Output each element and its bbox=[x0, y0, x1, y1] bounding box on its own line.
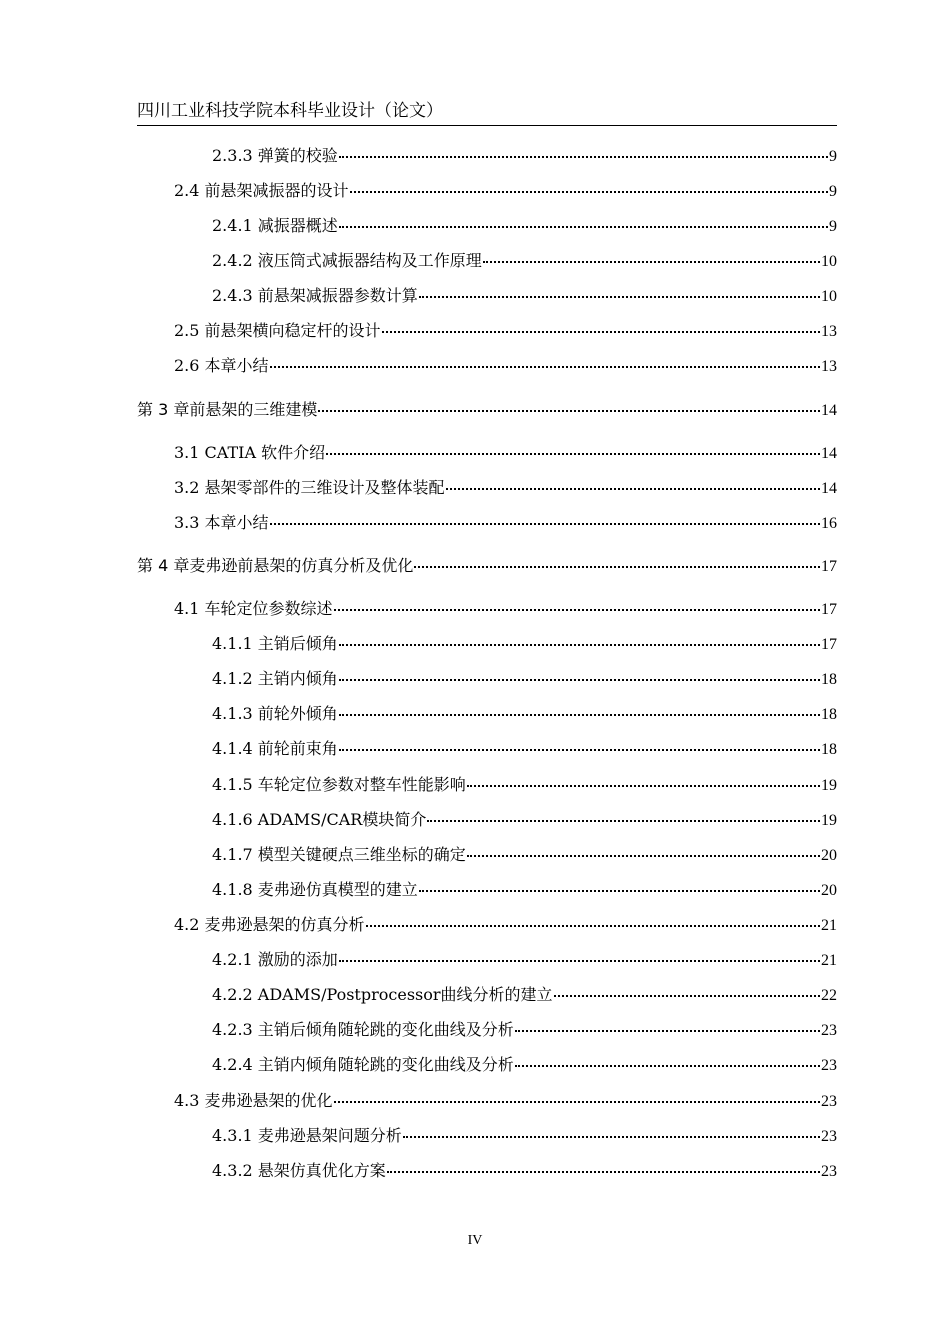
toc-entry-label: 4.1.5 车轮定位参数对整车性能影响 bbox=[212, 775, 466, 794]
toc-entry[interactable] bbox=[0, 1090, 837, 1113]
toc-leader-dots bbox=[446, 488, 820, 490]
toc-entry[interactable] bbox=[0, 809, 837, 832]
toc-entry[interactable] bbox=[0, 984, 837, 1007]
toc-leader-dots bbox=[419, 890, 820, 892]
toc-entry-page: 21 bbox=[821, 917, 837, 934]
toc-entry-label: 3.2 悬架零部件的三维设计及整体装配 bbox=[174, 478, 445, 497]
toc-entry-page: 18 bbox=[821, 741, 837, 758]
toc-entry[interactable] bbox=[0, 914, 837, 937]
toc-entry-page: 20 bbox=[821, 882, 837, 899]
toc-entry[interactable] bbox=[0, 512, 837, 535]
toc-entry-label: 3.3 本章小结 bbox=[174, 513, 269, 532]
toc-entry-label: 4.1.2 主销内倾角 bbox=[212, 669, 338, 688]
toc-entry[interactable] bbox=[0, 180, 837, 203]
toc-leader-dots bbox=[403, 1136, 820, 1138]
toc-entry-page: 17 bbox=[821, 636, 837, 653]
toc-entry-page: 9 bbox=[829, 183, 837, 200]
toc-leader-dots bbox=[339, 644, 820, 646]
toc-leader-dots bbox=[515, 1065, 820, 1067]
page-number: IV bbox=[467, 1233, 483, 1248]
toc-entry-label: 2.4.1 减振器概述 bbox=[212, 216, 338, 235]
toc-entry-label: 2.5 前悬架横向稳定杆的设计 bbox=[174, 321, 381, 340]
toc-entry-page: 16 bbox=[821, 515, 837, 532]
toc-chapter-entry[interactable] bbox=[0, 399, 837, 422]
toc-entry[interactable] bbox=[0, 215, 837, 238]
toc-leader-dots bbox=[515, 1030, 820, 1032]
toc-leader-dots bbox=[339, 960, 820, 962]
toc-entry[interactable] bbox=[0, 1019, 837, 1042]
toc-entry-label: 4.1.7 模型关键硬点三维坐标的确定 bbox=[212, 845, 466, 864]
toc-entry-label: 第 4 章麦弗逊前悬架的仿真分析及优化 bbox=[137, 556, 414, 575]
toc-entry-label: 4.1.8 麦弗逊仿真模型的建立 bbox=[212, 880, 418, 899]
toc-entry-page: 23 bbox=[821, 1128, 837, 1145]
toc-entry-page: 10 bbox=[821, 288, 837, 305]
toc-entry[interactable] bbox=[0, 949, 837, 972]
toc-entry-label: 2.3.3 弹簧的校验 bbox=[212, 146, 338, 165]
toc-leader-dots bbox=[270, 523, 820, 525]
toc-entry-label: 4.2.1 激励的添加 bbox=[212, 950, 338, 969]
toc-entry[interactable] bbox=[0, 1160, 837, 1183]
toc-entry-label: 4.3 麦弗逊悬架的优化 bbox=[174, 1091, 333, 1110]
toc-entry-label: 2.4.3 前悬架减振器参数计算 bbox=[212, 286, 418, 305]
toc-leader-dots bbox=[427, 820, 820, 822]
toc-entry-page: 17 bbox=[821, 558, 837, 575]
toc-leader-dots bbox=[339, 156, 828, 158]
toc-leader-dots bbox=[318, 410, 820, 412]
toc-entry-page: 19 bbox=[821, 777, 837, 794]
toc-entry-label: 4.2.4 主销内倾角随轮跳的变化曲线及分析 bbox=[212, 1055, 514, 1074]
toc-leader-dots bbox=[350, 191, 828, 193]
toc-entry[interactable] bbox=[0, 1125, 837, 1148]
toc-entry-page: 23 bbox=[821, 1022, 837, 1039]
toc-entry[interactable] bbox=[0, 250, 837, 273]
toc-entry[interactable] bbox=[0, 703, 837, 726]
toc-entry-label: 2.6 本章小结 bbox=[174, 356, 269, 375]
toc-entry-label: 4.1.1 主销后倾角 bbox=[212, 634, 338, 653]
toc-entry-label: 4.1.4 前轮前束角 bbox=[212, 739, 338, 758]
toc-leader-dots bbox=[554, 995, 820, 997]
toc-entry[interactable] bbox=[0, 442, 837, 465]
page-header bbox=[137, 100, 837, 126]
toc-entry-page: 13 bbox=[821, 323, 837, 340]
toc-leader-dots bbox=[339, 714, 820, 716]
toc-leader-dots bbox=[483, 261, 820, 263]
toc-entry-page: 23 bbox=[821, 1093, 837, 1110]
toc-entry-label: 4.1.3 前轮外倾角 bbox=[212, 704, 338, 723]
thesis-header-title: 四川工业科技学院本科毕业设计（论文） bbox=[137, 101, 443, 121]
toc-entry-label: 4.3.2 悬架仿真优化方案 bbox=[212, 1161, 386, 1180]
toc-entry[interactable] bbox=[0, 477, 837, 500]
toc-entry[interactable] bbox=[0, 355, 837, 378]
toc-entry-label: 4.3.1 麦弗逊悬架问题分析 bbox=[212, 1126, 402, 1145]
toc-leader-dots bbox=[334, 609, 820, 611]
toc-entry-page: 23 bbox=[821, 1163, 837, 1180]
toc-entry-page: 10 bbox=[821, 253, 837, 270]
toc-entry-page: 18 bbox=[821, 671, 837, 688]
toc-leader-dots bbox=[467, 855, 820, 857]
toc-leader-dots bbox=[414, 566, 820, 568]
toc-entry-label: 3.1 CATIA 软件介绍 bbox=[174, 443, 326, 462]
toc-leader-dots bbox=[387, 1171, 820, 1173]
toc-entry-page: 13 bbox=[821, 358, 837, 375]
toc-entry[interactable] bbox=[0, 320, 837, 343]
toc-entry-label: 第 3 章前悬架的三维建模 bbox=[137, 400, 318, 419]
toc-leader-dots bbox=[334, 1101, 820, 1103]
toc-leader-dots bbox=[326, 453, 820, 455]
toc-entry[interactable] bbox=[0, 879, 837, 902]
toc-entry[interactable] bbox=[0, 633, 837, 656]
toc-entry-label: 4.1 车轮定位参数综述 bbox=[174, 599, 333, 618]
toc-chapter-entry[interactable] bbox=[0, 555, 837, 578]
toc-entry-label: 4.2 麦弗逊悬架的仿真分析 bbox=[174, 915, 365, 934]
toc-leader-dots bbox=[339, 226, 828, 228]
toc-entry[interactable] bbox=[0, 844, 837, 867]
toc-entry[interactable] bbox=[0, 145, 837, 168]
toc-entry-page: 19 bbox=[821, 812, 837, 829]
toc-leader-dots bbox=[339, 679, 820, 681]
toc-entry[interactable] bbox=[0, 738, 837, 761]
toc-entry[interactable] bbox=[0, 1054, 837, 1077]
toc-leader-dots bbox=[270, 366, 820, 368]
toc-entry-page: 17 bbox=[821, 601, 837, 618]
toc-leader-dots bbox=[419, 296, 820, 298]
toc-entry[interactable] bbox=[0, 598, 837, 621]
toc-leader-dots bbox=[366, 925, 820, 927]
toc-entry-label: 2.4 前悬架减振器的设计 bbox=[174, 181, 349, 200]
toc-entry-page: 23 bbox=[821, 1057, 837, 1074]
toc-entry-page: 21 bbox=[821, 952, 837, 969]
toc-entry-label: 4.2.3 主销后倾角随轮跳的变化曲线及分析 bbox=[212, 1020, 514, 1039]
toc-leader-dots bbox=[467, 785, 820, 787]
toc-leader-dots bbox=[382, 331, 820, 333]
toc-entry-page: 9 bbox=[829, 218, 837, 235]
toc-entry-label: 4.2.2 ADAMS/Postprocessor曲线分析的建立 bbox=[212, 985, 553, 1004]
toc-entry-page: 18 bbox=[821, 706, 837, 723]
toc-entry-page: 14 bbox=[821, 480, 837, 497]
toc-entry[interactable] bbox=[0, 668, 837, 691]
toc-entry[interactable] bbox=[0, 285, 837, 308]
toc-leader-dots bbox=[339, 749, 820, 751]
toc-entry-label: 4.1.6 ADAMS/CAR模块简介 bbox=[212, 810, 427, 829]
toc-entry-page: 14 bbox=[821, 402, 837, 419]
toc-entry-page: 22 bbox=[821, 987, 837, 1004]
toc-entry-label: 2.4.2 液压筒式减振器结构及工作原理 bbox=[212, 251, 482, 270]
toc-entry[interactable] bbox=[0, 774, 837, 797]
toc-entry-page: 9 bbox=[829, 148, 837, 165]
toc-entry-page: 20 bbox=[821, 847, 837, 864]
toc-entry-page: 14 bbox=[821, 445, 837, 462]
